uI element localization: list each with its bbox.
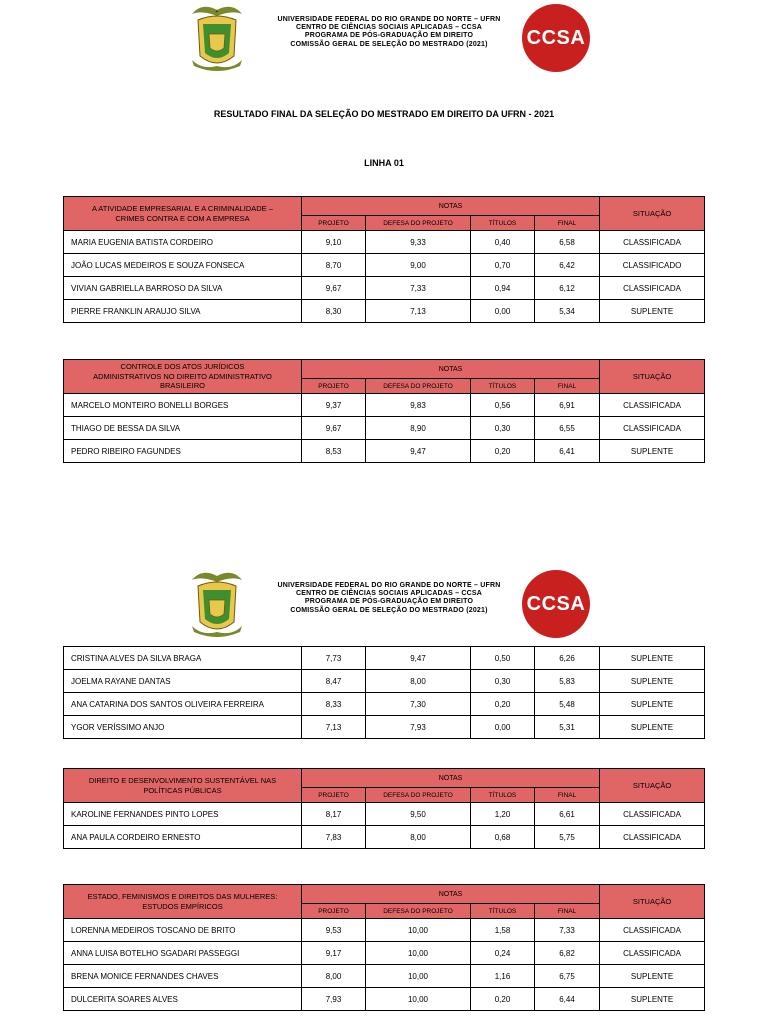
ufrn-emblem-icon: [188, 0, 246, 76]
final-score: 6,55: [535, 417, 600, 440]
header-line: COMISSÃO GERAL DE SELEÇÃO DO MESTRADO (2021): [290, 606, 488, 614]
table-heading: [64, 769, 302, 803]
svg-text:✦: ✦: [214, 9, 220, 15]
table-row: [64, 942, 705, 965]
projeto-score: 9,37: [302, 394, 366, 417]
situacao-status: CLASSIFICADA: [600, 394, 705, 417]
defesa-header: DEFESA DO PROJETO: [366, 788, 471, 803]
results-table: [63, 196, 705, 323]
candidate-name: KAROLINE FERNANDES PINTO LOPES: [64, 803, 302, 826]
table-heading-line: A ATIVIDADE EMPRESARIAL E A CRIMINALIDADE –: [92, 204, 273, 213]
situacao-status: SUPLENTE: [600, 965, 705, 988]
titulos-score: 0,70: [471, 254, 535, 277]
candidate-name: YGOR VERÍSSIMO ANJO: [64, 716, 302, 739]
final-score: 5,83: [535, 670, 600, 693]
candidate-name: JOELMA RAYANE DANTAS: [64, 670, 302, 693]
page-header: [0, 566, 768, 656]
notas-header: NOTAS: [302, 360, 600, 379]
table-heading: [64, 360, 302, 394]
table-heading-line: ESTADO, FEMINISMOS E DIREITOS DAS MULHERES:: [87, 892, 278, 901]
defesa-score: 9,00: [366, 254, 471, 277]
titulos-score: 0,20: [471, 693, 535, 716]
candidate-name: MARCELO MONTEIRO BONELLI BORGES: [64, 394, 302, 417]
results-table: [63, 359, 705, 463]
defesa-score: 9,47: [366, 647, 471, 670]
header-line: PROGRAMA DE PÓS-GRADUAÇÃO EM DIREITO: [304, 598, 474, 606]
titulos-header: TÍTULOS: [471, 216, 535, 231]
table-row: [64, 965, 705, 988]
situacao-header: SITUAÇÃO: [600, 769, 705, 803]
defesa-score: 7,13: [366, 300, 471, 323]
defesa-score: 10,00: [366, 988, 471, 1011]
situacao-status: SUPLENTE: [600, 670, 705, 693]
final-score: 6,58: [535, 231, 600, 254]
table-row: [64, 277, 705, 300]
situacao-header: SITUAÇÃO: [600, 360, 705, 394]
defesa-score: 8,00: [366, 670, 471, 693]
projeto-score: 7,83: [302, 826, 366, 849]
candidate-name: LORENNA MEDEIROS TOSCANO DE BRITO: [64, 919, 302, 942]
projeto-score: 8,53: [302, 440, 366, 463]
titulos-score: 0,50: [471, 647, 535, 670]
table-heading-line: BRASILEIRO: [159, 381, 205, 391]
results-table: [63, 768, 705, 849]
header-line: UNIVERSIDADE FEDERAL DO RIO GRANDE DO NORTE – UFRN: [277, 16, 501, 23]
situacao-status: CLASSIFICADA: [600, 919, 705, 942]
final-header: FINAL: [535, 904, 600, 919]
situacao-status: SUPLENTE: [600, 988, 705, 1011]
projeto-score: 8,00: [302, 965, 366, 988]
projeto-score: 9,10: [302, 231, 366, 254]
table-heading: [64, 885, 302, 919]
header-line: CENTRO DE CIÊNCIAS SOCIAIS APLICADAS – CCSA: [295, 24, 483, 32]
header-line: PROGRAMA DE PÓS-GRADUAÇÃO EM DIREITO: [304, 32, 474, 40]
situacao-status: CLASSIFICADA: [600, 826, 705, 849]
table-row: [64, 254, 705, 277]
candidate-name: JOÃO LUCAS MEDEIROS E SOUZA FONSECA: [64, 254, 302, 277]
final-score: 5,34: [535, 300, 600, 323]
situacao-status: CLASSIFICADA: [600, 942, 705, 965]
candidate-name: BRENA MONICE FERNANDES CHAVES: [64, 965, 302, 988]
final-score: 6,82: [535, 942, 600, 965]
titulos-header: TÍTULOS: [471, 379, 535, 394]
final-score: 5,31: [535, 716, 600, 739]
titulos-score: 0,00: [471, 300, 535, 323]
final-score: 6,61: [535, 803, 600, 826]
defesa-score: 10,00: [366, 942, 471, 965]
candidate-name: DULCERITA SOARES ALVES: [64, 988, 302, 1011]
final-score: 6,42: [535, 254, 600, 277]
situacao-status: SUPLENTE: [600, 716, 705, 739]
titulos-header: TÍTULOS: [471, 788, 535, 803]
situacao-status: SUPLENTE: [600, 647, 705, 670]
defesa-score: 10,00: [366, 965, 471, 988]
titulos-score: 0,30: [471, 670, 535, 693]
projeto-header: PROJETO: [302, 216, 366, 231]
candidate-name: PEDRO RIBEIRO FAGUNDES: [64, 440, 302, 463]
situacao-header: SITUAÇÃO: [600, 885, 705, 919]
table-heading-line: CRIMES CONTRA E COM A EMPRESA: [115, 213, 250, 223]
titulos-score: 0,68: [471, 826, 535, 849]
table-row: [64, 693, 705, 716]
defesa-header: DEFESA DO PROJETO: [366, 216, 471, 231]
header-line: UNIVERSIDADE FEDERAL DO RIO GRANDE DO NORTE – UFRN: [277, 582, 501, 589]
defesa-score: 9,83: [366, 394, 471, 417]
projeto-score: 8,47: [302, 670, 366, 693]
situacao-header: SITUAÇÃO: [600, 197, 705, 231]
table-row: [64, 716, 705, 739]
projeto-score: 7,73: [302, 647, 366, 670]
notas-header: NOTAS: [302, 197, 600, 216]
titulos-score: 1,58: [471, 919, 535, 942]
projeto-score: 9,67: [302, 417, 366, 440]
candidate-name: MARIA EUGENIA BATISTA CORDEIRO: [64, 231, 302, 254]
table-heading-line: POLÍTICAS PÚBLICAS: [143, 785, 222, 795]
titulos-score: 1,16: [471, 965, 535, 988]
final-score: 6,91: [535, 394, 600, 417]
projeto-score: 7,13: [302, 716, 366, 739]
projeto-header: PROJETO: [302, 379, 366, 394]
titulos-score: 0,20: [471, 440, 535, 463]
header-text: [254, 582, 524, 615]
final-header: FINAL: [535, 788, 600, 803]
projeto-header: PROJETO: [302, 788, 366, 803]
notas-header: NOTAS: [302, 769, 600, 788]
table-row: [64, 919, 705, 942]
final-score: 6,75: [535, 965, 600, 988]
defesa-score: 8,00: [366, 826, 471, 849]
titulos-score: 0,00: [471, 716, 535, 739]
defesa-score: 8,90: [366, 417, 471, 440]
titulos-score: 0,20: [471, 988, 535, 1011]
final-score: 6,26: [535, 647, 600, 670]
defesa-score: 9,47: [366, 440, 471, 463]
situacao-status: CLASSIFICADA: [600, 277, 705, 300]
candidate-name: ANA CATARINA DOS SANTOS OLIVEIRA FERREIRA: [64, 693, 302, 716]
defesa-header: DEFESA DO PROJETO: [366, 904, 471, 919]
header-text: [254, 16, 524, 49]
projeto-score: 8,17: [302, 803, 366, 826]
header-line: COMISSÃO GERAL DE SELEÇÃO DO MESTRADO (2021): [290, 40, 488, 48]
projeto-score: 8,30: [302, 300, 366, 323]
table-heading-line: ADMINISTRATIVOS NO DIREITO ADMINISTRATIVO: [93, 371, 272, 381]
candidate-name: ANA PAULA CORDEIRO ERNESTO: [64, 826, 302, 849]
candidate-name: PIERRE FRANKLIN ARAUJO SILVA: [64, 300, 302, 323]
final-score: 6,44: [535, 988, 600, 1011]
table-row: [64, 826, 705, 849]
situacao-status: SUPLENTE: [600, 693, 705, 716]
table-row: [64, 394, 705, 417]
table-row: [64, 417, 705, 440]
final-score: 6,12: [535, 277, 600, 300]
defesa-header: DEFESA DO PROJETO: [366, 379, 471, 394]
table-row: [64, 988, 705, 1011]
candidate-name: VIVIAN GABRIELLA BARROSO DA SILVA: [64, 277, 302, 300]
candidate-name: THIAGO DE BESSA DA SILVA: [64, 417, 302, 440]
projeto-score: 7,93: [302, 988, 366, 1011]
defesa-score: 9,33: [366, 231, 471, 254]
table-row: [64, 803, 705, 826]
projeto-score: 9,17: [302, 942, 366, 965]
projeto-score: 8,70: [302, 254, 366, 277]
results-table: [63, 646, 705, 739]
projeto-score: 9,67: [302, 277, 366, 300]
final-score: 7,33: [535, 919, 600, 942]
ccsa-logo: CCSA: [522, 4, 590, 72]
table-row: [64, 440, 705, 463]
header-line: CENTRO DE CIÊNCIAS SOCIAIS APLICADAS – CCSA: [295, 590, 483, 598]
page-title: RESULTADO FINAL DA SELEÇÃO DO MESTRADO EM DIREITO DA UFRN - 2021: [213, 109, 555, 119]
defesa-score: 7,30: [366, 693, 471, 716]
final-score: 5,75: [535, 826, 600, 849]
defesa-score: 7,33: [366, 277, 471, 300]
situacao-status: CLASSIFICADA: [600, 231, 705, 254]
titulos-score: 0,30: [471, 417, 535, 440]
table-heading: [64, 197, 302, 231]
page-subtitle: LINHA 01: [364, 158, 404, 168]
final-score: 6,41: [535, 440, 600, 463]
defesa-score: 10,00: [366, 919, 471, 942]
final-score: 5,48: [535, 693, 600, 716]
final-header: FINAL: [535, 216, 600, 231]
table-row: [64, 670, 705, 693]
defesa-score: 7,93: [366, 716, 471, 739]
table-row: [64, 647, 705, 670]
table-heading-line: ESTUDOS EMPÍRICOS: [142, 901, 223, 911]
projeto-header: PROJETO: [302, 904, 366, 919]
situacao-status: SUPLENTE: [600, 440, 705, 463]
ccsa-logo: CCSA: [522, 570, 590, 638]
table-heading-line: CONTROLE DOS ATOS JURÍDICOS: [120, 362, 245, 372]
table-heading-line: DIREITO E DESENVOLVIMENTO SUSTENTÁVEL NAS: [88, 776, 277, 785]
situacao-status: CLASSIFICADA: [600, 417, 705, 440]
situacao-status: CLASSIFICADO: [600, 254, 705, 277]
titulos-score: 0,40: [471, 231, 535, 254]
situacao-status: CLASSIFICADA: [600, 803, 705, 826]
page-header: [0, 0, 768, 90]
table-row: [64, 300, 705, 323]
titulos-header: TÍTULOS: [471, 904, 535, 919]
titulos-score: 0,94: [471, 277, 535, 300]
projeto-score: 9,53: [302, 919, 366, 942]
situacao-status: SUPLENTE: [600, 300, 705, 323]
defesa-score: 9,50: [366, 803, 471, 826]
titulos-score: 0,24: [471, 942, 535, 965]
candidate-name: ANNA LUISA BOTELHO SGADARI PASSEGGI: [64, 942, 302, 965]
projeto-score: 8,33: [302, 693, 366, 716]
ufrn-emblem-icon: [188, 566, 246, 642]
candidate-name: CRISTINA ALVES DA SILVA BRAGA: [64, 647, 302, 670]
titulos-score: 0,56: [471, 394, 535, 417]
final-header: FINAL: [535, 379, 600, 394]
titulos-score: 1,20: [471, 803, 535, 826]
results-table: [63, 884, 705, 1011]
notas-header: NOTAS: [302, 885, 600, 904]
table-row: [64, 231, 705, 254]
